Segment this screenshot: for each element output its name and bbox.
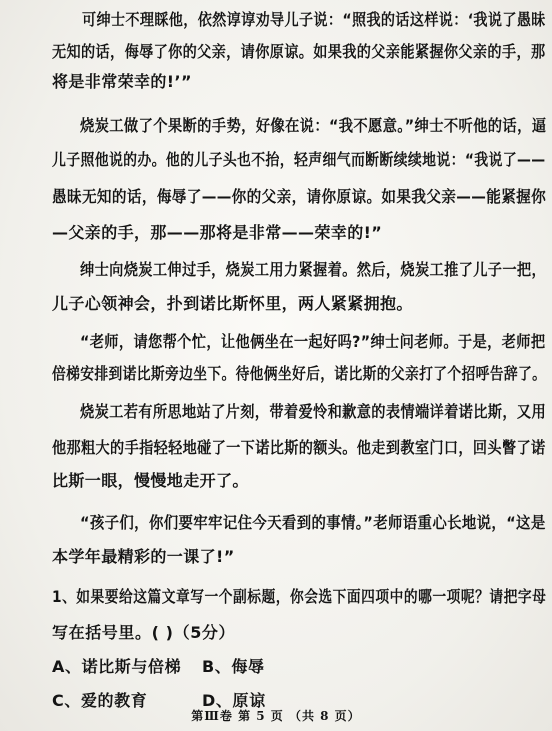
paragraph-1-line-3: 将是非常荣幸的!’” [52, 72, 192, 91]
question-1-answer-line: 写在括号里。( )（5分） [52, 623, 236, 642]
option-c: C、爱的教育 [52, 691, 148, 710]
paragraph-2-line-1: 烧炭工做了个果断的手势，好像在说：“我不愿意。”绅士不听他的话，逼 [80, 116, 547, 135]
question-1-prompt: 1、如果要给这篇文章写一个副标题，你会选下面四项中的哪一项呢？请把字母 [52, 587, 547, 606]
paragraph-1-line-1: 可绅士不理睬他，依然谆谆劝导儿子说：“照我的话这样说：‘我说了愚昧 [82, 10, 546, 29]
paragraph-5-line-1: 烧炭工若有所思地站了片刻，带着爱怜和歉意的表情端详着诺比斯，又用 [80, 402, 547, 421]
paragraph-3-line-1: 绅士向烧炭工伸过手，烧炭工用力紧握着。然后，烧炭工推了儿子一把， [80, 260, 547, 279]
paragraph-2-line-3: 愚昧无知的话，侮辱了——你的父亲，请你原谅。如果我父亲——能紧握你 [52, 187, 547, 206]
option-a: A、诺比斯与倍梯 [52, 657, 182, 676]
paragraph-1-line-2: 无知的话，侮辱了你的父亲，请你原谅。如果我的父亲能紧握你父亲的手，那 [52, 42, 546, 61]
paragraph-6-line-2: 本学年最精彩的一课了!” [52, 547, 235, 566]
paragraph-2-line-4: —父亲的手，那——那将是非常——荣幸的!” [52, 223, 383, 242]
option-d: D、原谅 [202, 691, 266, 710]
paragraph-3-line-2: 儿子心领神会，扑到诺比斯怀里，两人紧紧拥抱。 [52, 294, 413, 313]
paragraph-4-line-1: “老师，请您帮个忙，让他俩坐在一起好吗?”绅士问老师。于是，老师把 [80, 332, 546, 351]
option-b: B、侮辱 [202, 657, 265, 676]
paragraph-2-line-2: 儿子照他说的办。他的儿子头也不抬，轻声细气而断断续续地说：“我说了—— [52, 150, 546, 169]
paragraph-5-line-3: 比斯一眼，慢慢地走开了。 [52, 471, 249, 490]
paragraph-6-line-1: “孩子们，你们要牢牢记住今天看到的事情。”老师语重心长地说，“这是 [80, 513, 546, 532]
paragraph-5-line-2: 他那粗大的手指轻轻地碰了一下诺比斯的额头。他走到教室门口，回头瞥了诺 [52, 438, 546, 457]
page-footer: 第Ⅲ卷 第 5 页 （共 8 页） [191, 709, 361, 723]
paragraph-4-line-2: 倍梯安排到诺比斯旁边坐下。待他俩坐好后，诺比斯的父亲打了个招呼告辞了。 [52, 364, 547, 383]
